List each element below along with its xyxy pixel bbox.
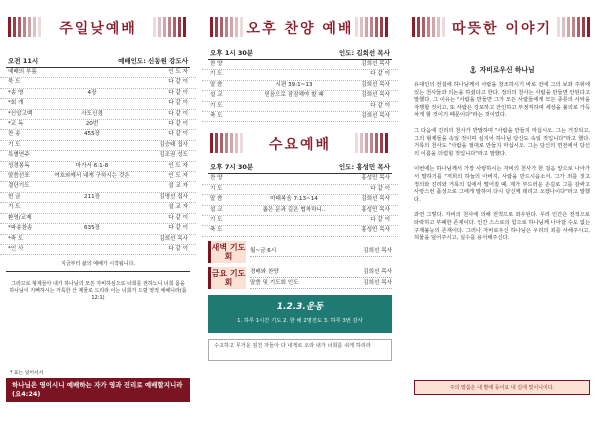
order-row [202, 91, 398, 101]
afternoon-banner [208, 14, 392, 40]
friday-row2-text: 말씀 및 기도회 인도 [250, 279, 299, 286]
order-row [202, 195, 398, 205]
order-person: 홍성민 목사 [361, 206, 390, 213]
order-row [0, 245, 196, 255]
order-item: 찬 양 [210, 61, 223, 67]
story-paragraph-3: 이번에는 하나님께서 가장 사랑하시는 자비의 천사가 한 걸음 앞으로 나아가서 말하기를 "저희의 하늘의 아버지, 사람을 만드시옵소서. 그가 죄를 짓고 정의와 진리와 거룩의 길에서 떨어질 때, 제가 부드러운 손길로 그를 감싸고 사랑스런 품성으로 그에게 말하여 다시 당신께 데리고 오겠나이다"라고 말했다. [414, 166, 590, 203]
order-detail [240, 185, 348, 194]
order-detail: 455장 [83, 131, 101, 138]
order-item: 기 도 [8, 204, 21, 211]
order-row [0, 78, 196, 88]
order-person: 김희선 목사 [361, 81, 390, 88]
sunday-worship-column [0, 0, 196, 424]
sunday-time: 오전 11시 [8, 57, 39, 65]
order-item: 기 도 [210, 71, 223, 78]
dawn-prayer-info [246, 246, 392, 257]
order-person: 홍성민 목사 [361, 175, 390, 182]
story-subtitle-row [404, 64, 600, 74]
order-row [0, 120, 196, 130]
order-row [0, 110, 196, 120]
order-person: 김희선 목사 [361, 92, 390, 99]
wednesday-header [202, 160, 398, 173]
order-row [0, 193, 196, 203]
order-detail [240, 102, 348, 111]
friday-prayer-label: 금요 기도회 [208, 267, 246, 289]
order-detail: 635장 [83, 225, 101, 232]
order-detail [240, 216, 348, 225]
order-item: 묵 도 [8, 79, 21, 86]
order-item: 말 씀 [210, 196, 223, 203]
order-person: 다 같 이 [168, 214, 188, 221]
movement-title: 1.2.3.운동 [276, 301, 324, 312]
order-detail [38, 235, 146, 244]
order-person: 다 같 이 [168, 245, 188, 252]
order-detail [38, 151, 146, 160]
dawn-prayer-time: 월~금 6시 [250, 248, 277, 255]
order-item: 기 도 [210, 185, 223, 192]
order-person: 설 교 자 [168, 204, 188, 211]
order-person: 김희선 목사 [361, 113, 390, 120]
order-person: 김승태 집사 [159, 141, 188, 148]
story-paragraph-2: 그 다음에 진리의 천사가 반발하며 "사람을 만들지 마십시오. 그는 거짓되고, 그의 형제들을 속일 것이며 심지어 하나님 당신도 속일 것입니다"라고 했다. 거룩의 천사도 "사람을 절대로 만들지 마십시오. 그는 당신의 면전에서 당신의 이름을 더럽힐 것입니다"라고 말했다. [414, 127, 590, 157]
order-detail: 4장 [87, 89, 97, 96]
wednesday-title: 수요예배 [268, 137, 332, 154]
order-person: 다 같 이 [370, 71, 390, 78]
order-detail [240, 226, 348, 235]
order-person: 다 같 이 [168, 225, 188, 232]
order-row [0, 172, 196, 182]
order-row [0, 182, 196, 192]
story-title: 따뜻한 이야기 [451, 21, 553, 37]
wednesday-leader: 인도: 홍성민 목사 [338, 163, 390, 172]
sunday-leader: 예배인도: 신동원 강도사 [118, 57, 188, 65]
order-row [202, 81, 398, 91]
wednesday-order-list [202, 174, 398, 236]
order-row [202, 226, 398, 236]
order-row [0, 203, 196, 213]
order-row [0, 130, 196, 140]
friday-prayer-row [250, 278, 392, 289]
order-item: *신앙고백 [8, 110, 33, 117]
order-row [202, 60, 398, 70]
order-person: 인 도 자 [168, 173, 188, 180]
order-detail [38, 182, 146, 191]
dawn-prayer-label: 새벽 기도회 [208, 241, 246, 263]
friday-prayer-info [246, 267, 392, 289]
order-row [202, 174, 398, 184]
order-person: 다 같 이 [168, 110, 188, 117]
order-detail: 믿음으로 잠잠해야 할 때 [264, 92, 324, 99]
order-row [202, 70, 398, 80]
order-item: *축 도 [8, 235, 24, 242]
order-item: *송 영 [8, 89, 24, 96]
order-person: 김희선 목사 [361, 61, 390, 67]
order-item: 말씀선포 [8, 173, 30, 180]
standing-note: * 표는 일어서서 [10, 371, 44, 376]
order-row [0, 162, 196, 172]
order-detail [38, 68, 146, 77]
order-row [0, 224, 196, 234]
wednesday-banner [208, 130, 392, 156]
order-detail: 사도신경 [81, 110, 103, 117]
order-person: 다 같 이 [370, 185, 390, 192]
order-person: 다 같 이 [168, 121, 188, 128]
order-item: 기 도 [210, 217, 223, 224]
order-item: 축 도 [210, 227, 223, 234]
order-person: 다 같 이 [168, 79, 188, 86]
afternoon-header [202, 46, 398, 59]
order-person: 김조권 성도 [159, 152, 188, 159]
order-item: 성경봉독 [8, 162, 30, 169]
order-person: 인 도 자 [168, 69, 188, 75]
order-item: 설 교 [210, 92, 223, 99]
sunday-header [0, 54, 196, 67]
movement-text: 1. 하루 1시간 기도 2. 한 해 2명전도 3. 하루 3번 감사 [237, 317, 363, 324]
scripture-text: 주의 말씀은 내 발에 등이요 내 길에 빛이니이다. [449, 385, 555, 391]
order-detail [38, 99, 146, 108]
order-person: 설 교 자 [168, 183, 188, 190]
order-item: 기 도 [210, 102, 223, 109]
friday-row1-who: 김희선 목사 [363, 268, 392, 275]
order-person: 다 같 이 [370, 102, 390, 109]
friday-row1-text: 경배와 찬양 [250, 268, 279, 275]
order-row [202, 206, 398, 216]
order-item: 축 도 [210, 113, 223, 120]
order-item: 예배의 부름 [8, 69, 37, 75]
order-item: 말 씀 [210, 81, 223, 88]
order-detail: 여호와께서 네게 구하시는 것은 [54, 173, 130, 180]
order-detail: 마가서 6:1-8 [75, 162, 109, 169]
order-detail [38, 203, 146, 212]
order-row [0, 89, 196, 99]
scripture-box [414, 380, 590, 395]
story-paragraph-4: 과연 그렇다. 자비의 천사에 의해 전적으로 좌우된다. 우리 인간은 전적으로 타락하고 부패한 존재이다. 인간 스스로의 힘으로 하나님께 나아갈 수도 없는 구제불능의 존재이다. 그러나 자비로우신 하나님은 우리의 죄를 사해주시고, 허물을 덮어주시고, 실수를 용서해주신다. [414, 212, 590, 242]
order-item: 결단기도 [8, 183, 30, 190]
order-row [202, 102, 398, 112]
order-detail [240, 174, 348, 183]
afternoon-worship-column [202, 0, 398, 424]
order-item: 찬 양 [210, 175, 223, 182]
order-row [0, 214, 196, 224]
order-detail [240, 112, 348, 121]
order-item: 찬 송 [8, 131, 21, 138]
dawn-prayer-who: 김희선 목사 [363, 248, 392, 255]
order-detail [38, 78, 146, 87]
order-item: 특별연주 [8, 152, 30, 159]
afternoon-order-list [202, 60, 398, 122]
dawn-prayer-box [208, 241, 392, 263]
order-detail [240, 70, 348, 79]
order-detail: 마태복음 7:13~14 [270, 196, 318, 203]
sunday-title: 주일낮예배 [59, 21, 137, 37]
order-row [0, 151, 196, 161]
order-row [0, 141, 196, 151]
dawn-prayer-row [250, 246, 392, 257]
afternoon-title: 오후 찬양 예배 [246, 21, 354, 37]
order-person: 다 같 이 [168, 100, 188, 107]
friday-prayer-row [250, 267, 392, 278]
order-person: 김희선 목사 [159, 235, 188, 242]
order-person: 김명선 집사 [159, 193, 188, 200]
order-person: 김희선 목사 [361, 196, 390, 203]
anchor-icon [469, 66, 477, 74]
order-detail: 좁은 문과 길은 협착하니.. [262, 206, 326, 213]
order-item: *파송찬송 [8, 225, 33, 232]
order-row [202, 112, 398, 122]
story-column [404, 0, 600, 424]
friday-prayer-box [208, 267, 392, 289]
afternoon-leader: 인도: 김희선 목사 [338, 49, 390, 57]
order-row [202, 185, 398, 195]
order-person: 인 도 자 [168, 162, 188, 169]
order-detail [38, 245, 146, 254]
order-row [0, 99, 196, 109]
story-banner [410, 14, 594, 40]
divider [6, 271, 190, 272]
story-subtitle: 자비로우신 하나님 [479, 66, 535, 74]
order-row [0, 68, 196, 78]
order-detail: 20번 [85, 121, 99, 128]
order-item: 헌 금 [8, 193, 21, 200]
order-row [202, 216, 398, 226]
story-paragraph-1: 유대인의 전설에 하나님께서 사람을 창조하시기 바로 전에 그의 보좌 주위에 있는 천사들과 의논을 하셨다고 한다. 정의의 천사는 사람을 만들면 안된다고 말했다. 그 이유는 "사람을 만들면 그가 모든 사람들에게 모든 종류의 사악을 자행할 것이고, 또 사람은 강포하고 잔인하고 부정직하며 세상을 불의로 가득 차게 할 것이기 때문이다"라는 것이었다. [414, 82, 590, 119]
order-item: 설 교 [210, 206, 223, 213]
worship-verse-banner: 하나님은 영이시니 예배하는 자가 영과 진리로 예배할지니라 (요4:24) [6, 378, 190, 402]
wednesday-time: 오후 7시 30분 [210, 163, 254, 172]
sunday-quote: 그러므로 형제들아 내가 하나님의 모든 자비하심으로 너희를 권하노니 너희 몸을 하나님이 기뻐하시는 거룩한 산 제물로 드리라 이는 너희가 드릴 영적 예배니라(롬 12:1) [9, 281, 187, 302]
order-item: 환영/교제 [8, 214, 32, 221]
order-item: 기 도 [8, 141, 21, 148]
memo-box: 수고하고 무거운 짐진 자들아 다 내게로 오라 내가 너희를 쉬게 하리라 [208, 339, 392, 361]
order-row [0, 235, 196, 245]
order-item: *인 사 [8, 245, 24, 252]
order-item: *교 독 [8, 121, 24, 128]
order-detail [38, 141, 146, 150]
sunday-order-list [0, 68, 196, 255]
order-person: 다 같 이 [168, 89, 188, 96]
friday-row2-who: 김희선 목사 [363, 279, 392, 286]
order-detail [38, 214, 146, 223]
afternoon-time: 오후 1시 30분 [210, 49, 254, 57]
life-worship-note: 지금부터 삶의 예배가 시작됩니다. [61, 261, 135, 268]
sunday-banner [6, 14, 190, 40]
order-person: 다 같 이 [168, 131, 188, 138]
order-detail: 211장 [83, 193, 101, 200]
order-detail: 시편 39:1~13 [275, 81, 313, 88]
order-item: *회 개 [8, 100, 24, 107]
order-person: 다 같 이 [370, 217, 390, 224]
order-detail [240, 60, 348, 69]
order-person: 홍성민 목사 [361, 227, 390, 234]
movement-box [208, 295, 392, 333]
